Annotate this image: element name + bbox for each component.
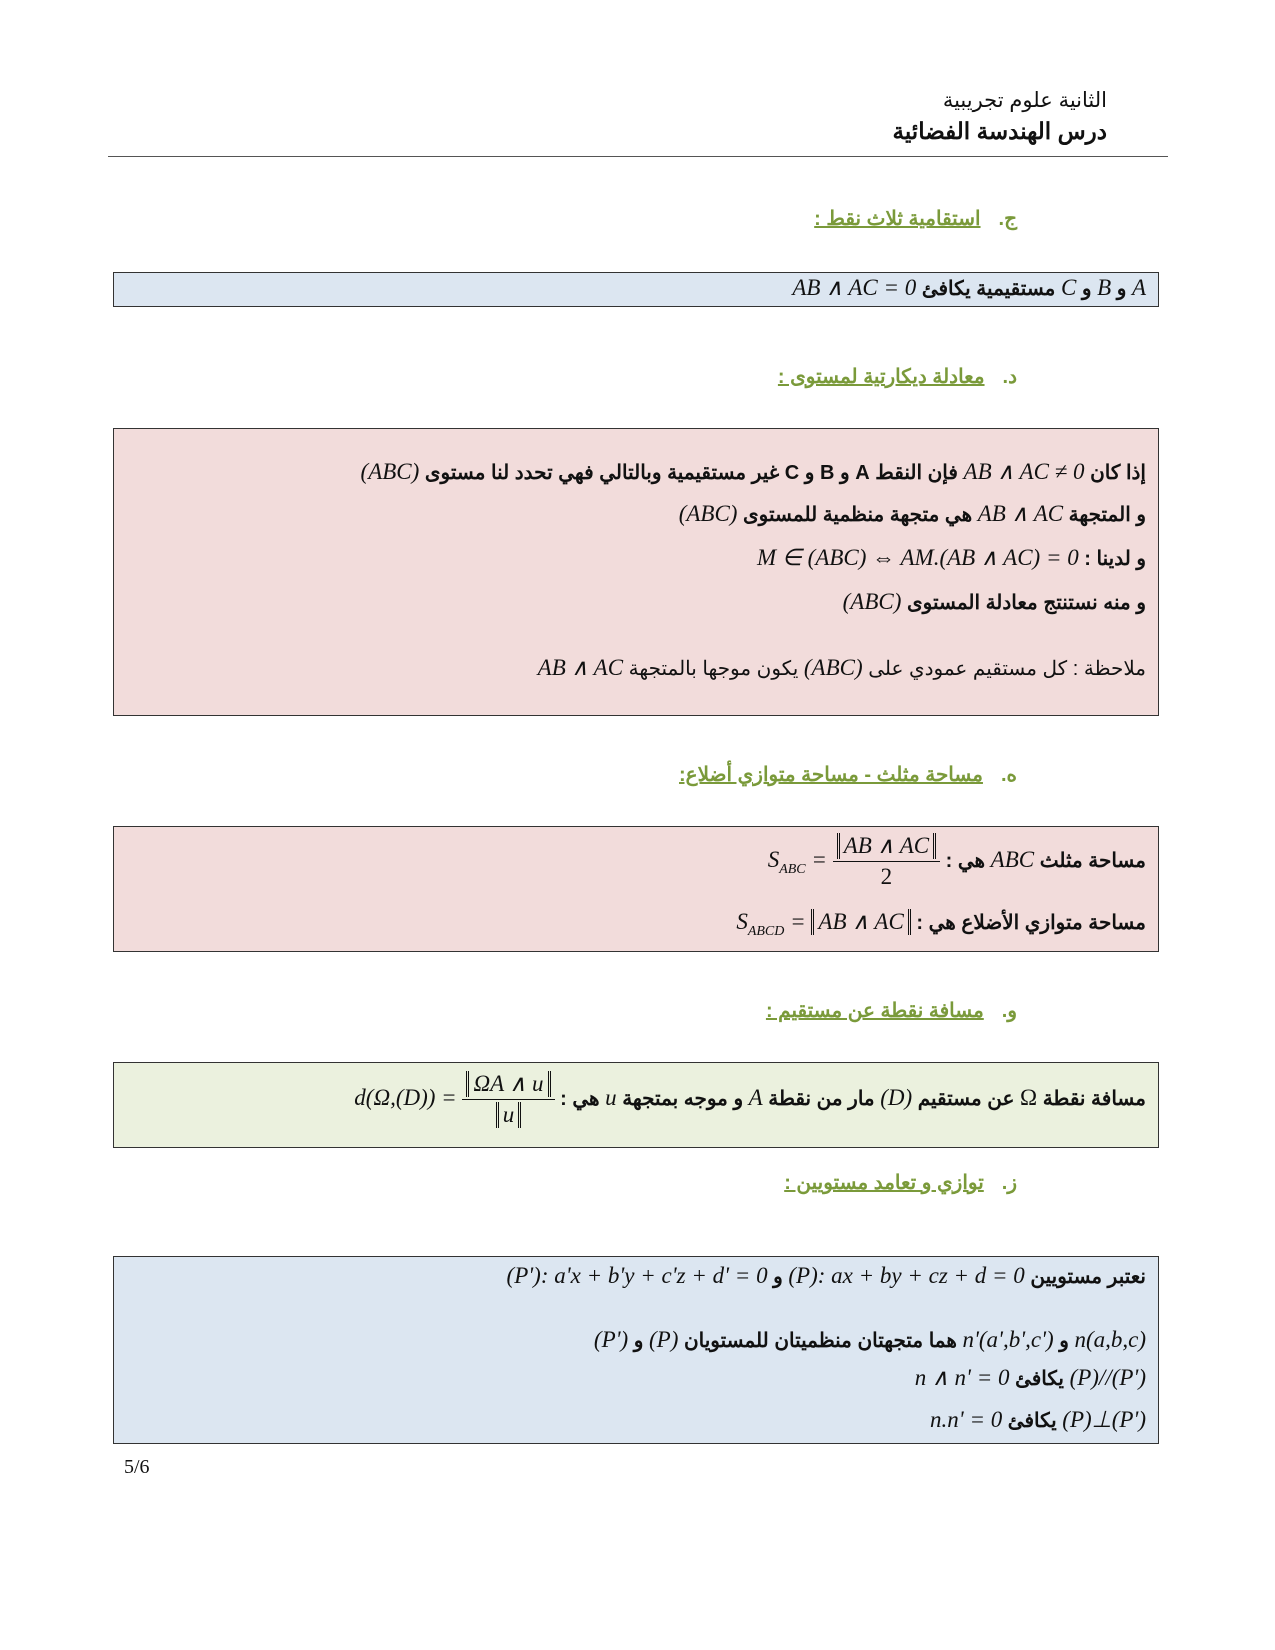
plane-p: (P): [649, 1327, 679, 1352]
vector-u: u: [605, 1084, 617, 1110]
cartesian-line-1: [361, 459, 1146, 485]
formula: n ∧ n' = 0: [914, 1365, 1010, 1390]
normal-vector-n: n(a,b,c): [1074, 1327, 1146, 1352]
text: هما متجهتان منظميتان للمستويان: [683, 1330, 957, 1352]
area-box: [113, 826, 1159, 952]
point-a: A: [748, 1084, 763, 1110]
formula: AB ∧ AC: [537, 655, 624, 680]
parallel-condition: (P)//(P'): [1069, 1365, 1146, 1390]
collinear-text: مستقيمية يكافئ: [921, 278, 1056, 300]
parallelogram-area-line: [736, 909, 1146, 940]
section-heading-collinear: [814, 206, 1017, 231]
cartesian-line-2: [679, 501, 1146, 527]
text: نعتبر مستويين: [1030, 1266, 1146, 1288]
plane: (ABC): [842, 589, 902, 614]
text: و موجه بمتجهة: [622, 1087, 744, 1110]
fraction: [833, 833, 940, 890]
section-number: د.: [1002, 366, 1017, 388]
distance-lhs: d(Ω,(D)) =: [354, 1084, 457, 1110]
area-subscript: ABCD: [747, 924, 785, 939]
norm-numerator: AB ∧ AC: [837, 833, 936, 859]
omega-point: Ω: [1020, 1084, 1038, 1110]
text: يكافئ: [1015, 1368, 1064, 1390]
text: هي :: [560, 1087, 600, 1110]
section-number: ه.: [1000, 764, 1017, 786]
plane: (ABC): [678, 501, 738, 526]
point-c: C: [1060, 275, 1077, 300]
formula: AB ∧ AC: [977, 501, 1064, 526]
area-symbol: S: [767, 846, 780, 872]
text: ملاحظة : كل مستقيم عمودي على: [868, 658, 1146, 680]
point-b: B: [1097, 275, 1112, 300]
area-symbol: S: [736, 909, 748, 934]
perpendicular-condition: (P)⊥(P'): [1062, 1407, 1146, 1432]
conj: و: [1081, 278, 1092, 300]
cross-product-zero: AB ∧ AC = 0: [792, 275, 917, 300]
planes-line-1: [507, 1263, 1146, 1289]
text: و المتجهة: [1068, 504, 1146, 526]
point-a: A: [1131, 275, 1146, 300]
conj: و: [1059, 1330, 1069, 1352]
area-subscript: ABC: [779, 861, 806, 877]
parallelogram-area-formula: $S_{ABCD}$ = AB ∧ AC: [736, 909, 911, 940]
norm: AB ∧ AC: [811, 909, 910, 935]
section-number: ج.: [998, 208, 1017, 230]
cartesian-note: [538, 655, 1146, 681]
text: مسافة نقطة: [1042, 1087, 1146, 1110]
distance-box: [113, 1062, 1159, 1148]
header-divider: [108, 156, 1168, 157]
normal-vector-n-prime: n'(a',b',c'): [962, 1327, 1054, 1352]
plane: (ABC): [803, 655, 863, 680]
section-number: ز.: [1001, 1172, 1017, 1194]
text: هي متجهة منظمية للمستوى: [743, 504, 973, 526]
distance-formula: [354, 1071, 554, 1128]
triangle-name: ABC: [990, 846, 1035, 872]
planes-line-4: [930, 1407, 1146, 1433]
text: مساحة متوازي الأضلاع هي :: [916, 912, 1146, 934]
text: إذا كان: [1090, 462, 1146, 484]
triangle-area-formula: $S_{ABC}$ = $\frac{AB \wedge AC}{2}$: [768, 833, 940, 890]
section-title: مساحة مثلث - مساحة متوازي أضلاع:: [679, 764, 983, 786]
section-title: معادلة ديكارتية لمستوى :: [777, 366, 985, 388]
triangle-area-line: [768, 833, 1146, 890]
collinearity-statement: [792, 275, 1146, 301]
text: يكافئ: [1007, 1410, 1057, 1432]
formula: M ∈ (ABC) ⇔ AM.(AB ∧ AC) = 0: [756, 545, 1079, 570]
section-title: مسافة نقطة عن مستقيم :: [765, 1000, 984, 1022]
text: هي :: [945, 849, 986, 872]
plane-p-prime-equation: (P'): a'x + b'y + c'z + d' = 0: [506, 1263, 768, 1288]
collinearity-box: [113, 272, 1159, 307]
conj: و: [773, 1266, 783, 1288]
planes-line-3: [915, 1365, 1146, 1391]
denominator: 2: [880, 864, 893, 889]
line-d: (D): [880, 1084, 913, 1110]
planes-line-2: [594, 1327, 1146, 1353]
distance-statement: [354, 1071, 1146, 1128]
page-number: 5/6: [124, 1456, 150, 1478]
lesson-title: درس الهندسة الفضائية: [892, 118, 1107, 144]
norm-numerator: ΩA ∧ u: [466, 1071, 550, 1097]
formula: n.n' = 0: [930, 1407, 1003, 1432]
cartesian-equation-box: [113, 428, 1159, 716]
formula: AB ∧ AC ≠ 0: [963, 459, 1085, 484]
conj: و: [1116, 278, 1127, 300]
plane-p-equation: (P): ax + by + cz + d = 0: [788, 1263, 1025, 1288]
section-title: استقامية ثلاث نقط :: [814, 208, 981, 230]
text: فإن النقط A و B و C غير مستقيمية وبالتالي فهي تحدد لنا مستوى: [424, 462, 958, 484]
section-number: و.: [1001, 1000, 1017, 1022]
course-level: الثانية علوم تجريبية: [942, 89, 1107, 112]
cartesian-line-3: [757, 545, 1146, 571]
plane: (ABC): [360, 459, 420, 484]
section-title: توازي و تعامد مستويين :: [784, 1172, 984, 1194]
text: مار من نقطة: [768, 1087, 875, 1110]
text: مساحة مثلث: [1039, 849, 1146, 872]
planes-box: [113, 1256, 1159, 1444]
section-heading-area: [679, 762, 1017, 787]
cartesian-line-4: [843, 589, 1146, 615]
text: و لدينا :: [1084, 548, 1146, 570]
conj: و: [633, 1330, 644, 1352]
section-heading-distance: [766, 998, 1017, 1023]
fraction: [462, 1071, 554, 1128]
norm-denominator: u: [496, 1102, 522, 1128]
plane-p-prime: (P'): [593, 1327, 629, 1352]
text: يكون موجها بالمتجهة: [628, 658, 799, 680]
section-heading-cartesian: [778, 364, 1017, 389]
section-heading-planes: [784, 1170, 1017, 1195]
text: عن مستقيم: [917, 1087, 1015, 1110]
text: و منه نستنتج معادلة المستوى: [906, 592, 1146, 614]
